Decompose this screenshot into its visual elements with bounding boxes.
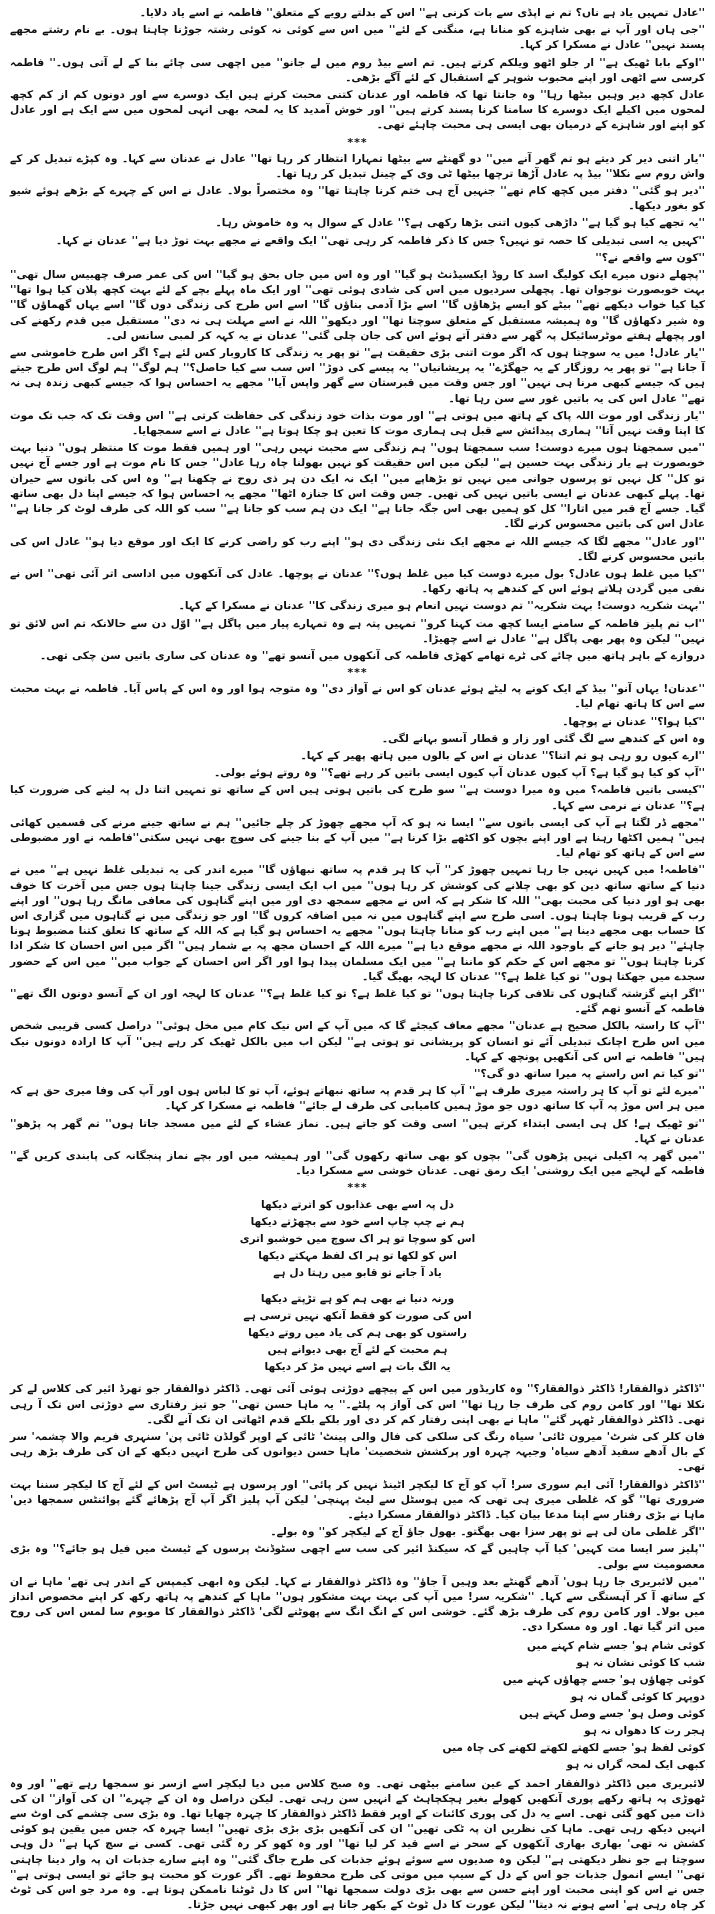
story-section-6 (10, 1777, 705, 1914)
paragraph: ''اگر غلطی مان لی ہے تو پھر سزا بھی بھگتو۔ بھول جاؤ آج کے لیکچر کو'' وہ بولے۔ (270, 1526, 705, 1539)
story-section-1 (10, 6, 705, 134)
paragraph: ''اور عادل'' مجھے لگا کہ جیسے اللہ نے مجھے ایک نئی زندگی دی ہو'' اپنے رب کو راضی کرنے کا ایک اور موقع دیا ہو'' عادل اس کی باتیں محسوس کرنے لگا۔ (10, 535, 705, 563)
paragraph: ''اگر اپنے گزشتہ گناہوں کی تلافی کرنا چاہتا ہوں'' تو کیا غلط ہے؟ تو کیا غلط ہے؟'' عدنان کا لہجہ اور ان کے آنسو دونوں الگ تھے'' فاطمہ کے آنسو تھم گئے۔ (10, 987, 705, 1016)
paragraph: ''ڈاکٹر ذوالفقار! ڈاکٹر ذوالفقار؟'' وہ کاریڈور میں اس کے پیچھے دوڑتی ہوئی آئی تھی۔ ڈاکٹر ذوالفقار جو تھرڈ ائیر کی کلاس لے کر نکلا تھا'' اور کامن روم کی طرف جا رہا تھا'' اس کی آواز پہ پلٹے۔'' یہ ماہا حسن تھی'' جو تیز رفتاری سے دوڑتی اس تک آ رہی تھی۔ ڈاکٹر ذوالفقار ٹھہر گئے'' ماہا نے بھی اپنی رفتار کم کر دی اور بلکے بلکے قدم اٹھاتی ان تک آنے لگی۔ (10, 1383, 705, 1426)
verse-line: کوئی وصل ہو' جسے وصل کہتے ہیں (519, 1707, 705, 1720)
paragraph: ''آپ کو کیا ہو گیا ہے؟ آپ کیوں عدنان آپ کیوں ایسی باتیں کر رہے تھے؟'' وہ روتے ہوئے بولی۔ (214, 767, 705, 780)
paragraph: ''کون سے واقعے نے؟'' (595, 251, 705, 264)
paragraph: ''کیا ہوا؟'' عدنان نے پوچھا۔ (562, 715, 705, 728)
poem-line: ہم نے چپ چاپ اسے خود سے بچھڑتے دیکھا (250, 1216, 465, 1229)
paragraph: ''میں سمجھتا ہوں میرے دوست! سب سمجھتا ہوں'' ہم زندگی سے محبت نہیں رہی'' اور ہمیں فقط موت کا منتظر ہوں'' دنیا بہت خوبصورت ہے یار زندگی بہت حسین ہے'' لیکن میں اس حقیقت کو نہیں بھولنا چاہ رہا عادل'' جس کا نام موت ہے اور جسے آج نہیں تو کل'' کل نہیں تو پرسوں جوانی میں نہیں تو بڑھاپے میں'' ایک نہ ایک دن ہر ذی روح نے چکھنا ہے'' وہ اس کی باتوں سے حیران تھا۔ پہلے کبھی عدنان نے ایسی باتیں نہیں کی تھیں۔ جس وقت اس کا جنازہ اٹھا'' مجھے یہ احساس ہوا کہ جیسے اپنا دل بھی ساتھ گیا۔ جسے آج قبر میں اتارا'' کل کو ہمیں بھی اس جگہ جانا ہے'' ایک دن ہم سب کو جانا ہے'' سب کو اللہ کی طرف لوٹ کر جانا ہے'' عادل اس کی باتیں محسوس کرنے لگا۔ (10, 442, 705, 531)
verse-line: کبھی ایک لمحہ گراں نہ ہو (566, 1758, 705, 1771)
verse-line: شب کا کوئی نشان نہ ہو (576, 1656, 705, 1669)
paragraph: ''مجھے ڈر لگتا ہے آپ کی ایسی باتوں سے'' ایسا نہ ہو کہ آپ مجھے چھوڑ کر چلے جائیں'' ہم نے ساتھ جینے مرنے کی قسمیں کھائی ہیں'' ہمیں اکٹھا رہنا ہے اور اپنے بچوں کو اکٹھے بڑا کرنا ہے'' میں آپ کے بنا جینے کی سوچ بھی نہیں سکتی''فاطمہ نے اور مضبوطی سے اس کے ہاتھ کو تھام لیا۔ (10, 816, 705, 860)
paragraph: وہ اس کے کندھے سے لگ گئی اور زار و قطار آنسو بہانے لگی۔ (381, 732, 705, 745)
paragraph: ''جی ہاں اور آپ نے بھی شاہزے کو منانا ہے، منگنی کے لئے'' میں اس سے کوئی نہ کوئی رشتہ جوڑنا چاہتا ہوں۔ بے نام رشتے مجھے پسند نہیں'' عادل نے مسکرا کر کہا۔ (10, 24, 705, 52)
paragraph: فان کلر کی شرٹ' میرون ٹائی' سیاہ رنگ کی سلکی کی فال والی پینٹ' ٹائی کے اوپر گولڈن ٹائی پن' سنہری فریم والا چشمہ' سر کے بال آدھے سفید آدھے سیاہ' وجیہہ چہرہ اور پرکشش شخصیت' ماہا حسن دیوانوں کی طرح انہیں دیکھ کے ان کی طرف بڑھ رہی تھی۔ (10, 1431, 705, 1474)
paragraph: ''میرے لئے تو آپ کا ہر راستہ میری طرف ہے'' آپ کا ہر قدم پہ ساتھ نبھاتے ہوئے، آپ تو کا لباس ہوں اور آپ کی وفا میری حق ہے کہ میں ہر اس موڑ پہ آپ کا ساتھ دوں جو موڑ ہمیں کامیابی کی طرف لے جائے'' فاطمہ نے مسکرا کر کہا۔ (10, 1085, 705, 1113)
paragraph: ''یہ تجھے کیا ہو گیا ہے'' داڑھی کیوں اتنی بڑھا رکھی ہے؟'' عادل کے سوال پہ وہ خاموش رہا۔ (215, 217, 705, 230)
verse-block (10, 1638, 705, 1774)
poem-line: اس کو سوچا تو ہر اک سوچ میں خوشبو اتری (239, 1233, 476, 1246)
paragraph: ''تو کیا تم اس راستے پہ میرا ساتھ دو گی؟'' (474, 1068, 705, 1080)
paragraph: ''یار عادل! میں یہ سوچتا ہوں کہ اگر موت اتنی بڑی حقیقت ہے'' تو پھر یہ زندگی کا کاروبار کس لئے ہے؟ اگر اس طرح خاموشی سے آ جانا ہے'' تو پھر یہ روزگار کے یہ جھگڑے'' یہ پریشانیاں'' یہ پیسے کی دوڑ'' اس سب سے کیا حاصل؟'' ہم لوگ'' ہم لوگ اس طرح جیتے ہیں کہ جیسے کبھی مرنا ہی نہیں'' اور جس وقت میں قبرستان سے گھر واپس آیا'' مجھے یہ احساس ہوا کہ جیسے کبھی زندہ ہی نہ تھے'' عادل اس کی یہ باتیں غور سے سن رہا تھا۔ (10, 347, 705, 405)
poem-line: یاد آ جانے تو قابو میں رہتا دل ہے (273, 1267, 442, 1280)
verse-line: کوئی شام ہو' جسے شام کہنے میں (527, 1639, 705, 1652)
paragraph: ''کہیں یہ اسی تبدیلی کا حصہ تو نہیں؟ جس کا ذکر فاطمہ کر رہی تھی'' ایک واقعے نے مجھے بہت توڑ دیا ہے'' عدنان نے کہا۔ (55, 234, 705, 247)
section-separator: *** (347, 1181, 368, 1195)
paragraph: ''اب تم پلیز فاطمہ کے سامنے ایسا کچھ مت کہنا کرو'' تمہیں پتہ ہے وہ تمہارے پیار میں پاگل ہے'' اوّل دن سے حالانکہ تم اس لائق تو نہیں'' لیکن وہ پھر بھی پاگل ہے'' عادل نے اسے چھیڑا۔ (10, 617, 705, 645)
paragraph: ''آپ کا راستہ بالکل صحیح ہے عدنان'' مجھے معاف کیجئے گا کہ میں آپ کے اس نیک کام میں مخل ہوئی'' دراصل کسی قریبی شخص میں اس طرح اچانک تبدیلی آئے تو انسان کو پریشانی تو ہوتی ہے'' لیکن اب میں بالکل ٹھیک کر رہے ہیں'' آپ کا ارادہ دونوں نیک ہیں'' فاطمہ نے اس کی آنکھیں پونچھ کے کہا۔ (10, 1020, 705, 1063)
paragraph: ''میں لائبریری جا رہا ہوں' آدھے گھنٹے بعد وہیں آ جاؤ'' وہ ڈاکٹر ذوالفقار نے کہا۔ لیکن وہ ابھی کیمپس کے اندر ہی تھے' ماہا نے ان کے ساتھ آ کر آہستگی سے کہا۔ ''شکریہ سر! میں آپ کی بہت بہت مشکور ہوں'' ماہا کے کندھے پہ ہاتھ رکھ کر اپنے مخصوص انداز میں بولا۔ اور کامن روم کی طرف بڑھ گئے۔ خوشی اس کے انگ انگ سے پھوٹنے لگی' ڈاکٹر ذوالفقار کا موبوم سا لمس اس کی روح میں اتر گیا تھا۔ اور وہ مسکرا دی۔ (10, 1575, 705, 1634)
paragraph: ''یار زندگی اور موت اللہ پاک کے ہاتھ میں ہوتی ہے'' اور موت بذات خود زندگی کی حفاظت کرتی ہے'' اس وقت تک کہ جب تک موت کا اپنا وقت نہیں آتا'' ہماری پیدائش سے قبل ہی ہماری موت کا تعین ہو چکا ہوتا ہے'' عادل نے اسے سمجھایا۔ (10, 409, 705, 438)
poem-line: راستوں کو بھی ہم کی یاد میں روتے دیکھا (248, 1327, 467, 1340)
poem-stanza-gap (228, 1282, 488, 1291)
poem-line: اس کی صورت کو فقط آنکھ نہیں ترسی ہے (243, 1310, 472, 1323)
story-section-2 (10, 152, 705, 598)
section-separator: *** (347, 666, 368, 680)
verse-line: کوئی لفظ ہو' جسے لکھتے لکھتے لکھنے کی چاہ میں (442, 1741, 705, 1754)
paragraph: ''پلیز سر ایسا مت کہیں' کیا آپ چاہیں گے کہ سیکنڈ ائیر کی سب سے اچھی سٹوڈنٹ پرسوں کے ٹیسٹ میں فیل ہو جائے؟'' وہ بڑی معصومیت سے بولی۔ (10, 1543, 705, 1571)
verse-line: دوپہر کا کوئی گماں نہ ہو (570, 1690, 705, 1703)
poem-line: ہم محبت کے لئے آج بھی دیوانے ہیں (267, 1344, 448, 1357)
paragraph: ''بہت شکریہ دوست! بہت شکریہ'' تم دوست نہیں انعام ہو میری زندگی کا'' عدنان نے مسکرا کے کہا۔ (178, 600, 705, 613)
paragraph: ''کیسی باتیں فاطمہ؟ میں وہ میرا دوست ہے'' سو طرح کی باتیں ہوتی ہیں اس کے ساتھ تو تمہیں اتنا دل پہ لینے کی ضرورت کیا ہے؟'' عدنان نے نرمی سے کہا۔ (10, 784, 705, 812)
paragraph: عادل کچھ دیر وہیں بیٹھا رہا'' وہ جانتا تھا کہ فاطمہ اور عدنان کتنی محبت کرتے ہیں ایک دوسرے سے اور دونوں کم از کم کچھ لمحوں میں اکیلے ایک دوسرے کا سامنا کرنا پسند کرتے ہیں'' اور خوش آمدید کا یہ لمحہ بھی انہی لمحوں میں سے ایک ہے اور عادل کو اپنے اور شاہزے کے درمیان بھی ایسی ہی محبت چاہئے تھی۔ (10, 89, 705, 132)
poem-line: اس کو لکھا تو ہر اک لفظ مہکتے دیکھا (258, 1250, 457, 1263)
poem-line: یہ الگ بات ہے اسے نہیں مڑ کر دیکھا (264, 1361, 451, 1374)
poem-line: ورنہ دنیا نے بھی ہم کو ہے تڑپتے دیکھا (260, 1293, 455, 1306)
paragraph: ''دیر ہو گئی'' دفتر میں کچھ کام تھے'' جنہیں آج ہی ختم کرنا چاہتا تھا'' وہ مختصراً بولا۔ عادل نے اس کے چہرے کے بڑھے ہوئے شیو کو بغور دیکھا۔ (10, 185, 705, 213)
paragraph: ''ارے کیوں رو رہی ہو تم اتنا؟'' عدنان نے اس کے بالوں میں ہاتھ پھیر کے کہا۔ (300, 749, 705, 762)
paragraph: دروازے کے باہر ہاتھ میں چائے کی ٹرے تھامے کھڑی فاطمہ کی آنکھوں میں آنسو تھے'' وہ عدنان کی ساری باتیں سن چکی تھی۔ (39, 649, 705, 662)
poem-line: دل پہ اسے بھی عذابوں کو اترتے دیکھا (261, 1199, 454, 1212)
section-separator: *** (347, 135, 368, 149)
paragraph: ''کیا میں غلط ہوں عادل؟ بول میرے دوست کیا میں غلط ہوں؟'' عدنان نے پوچھا۔ عادل کی آنکھوں میں اداسی اتر آئی تھی'' اس نے نفی میں گردن ہلاتے ہوئے اس کے کندھے پہ ہاتھ رکھا۔ (10, 567, 705, 596)
story-section-4 (10, 682, 705, 1179)
verse-line: کوئی چھاؤں ہو' جسے چھاؤں کہنے میں (502, 1673, 705, 1686)
story-section-5 (10, 1382, 705, 1773)
verse-line: ہجر رت کا دھواں نہ ہو (584, 1724, 705, 1737)
paragraph: ''میں گھر پہ اکیلی نہیں پڑھوں گی'' بچوں کو بھی ساتھ رکھوں گی'' اور ہمیشہ میں اور بچے نماز پنجگانہ کی پابندی کریں گے'' فاطمہ کے لہجے میں ایک روشنی' ایک رمق تھی۔ عدنان خوشی سے مسکرا دیا۔ (10, 1150, 705, 1178)
poem-block (228, 1197, 488, 1376)
paragraph: ''عدنان! یہاں آنو'' بیڈ کے ایک کونے پہ لیٹے ہوئے عدنان کو اس نے آواز دی'' وہ متوجہ ہوا اور وہ اس کے پاس آیا۔ فاطمہ نے بہت محبت سے اس کا ہاتھ تھام لیا۔ (10, 683, 705, 711)
paragraph: ''یار اتنی دیر کر دیتے ہو تم گھر آنے میں'' دو گھنٹے سے بیٹھا تمہارا انتظار کر رہا تھا'' عادل نے عدنان سے کہا۔ وہ کپڑے تبدیل کر کے واش روم سے نکلا'' بیڈ پہ عادل آڑھا ترچھا بیٹھا ٹی وی کے چینل تبدیل کر رہا تھا۔ (10, 152, 705, 180)
paragraph: ''تو ٹھیک ہے! کل ہی ایسی ابتداء کرتے ہیں'' اسی وقت کو جاتے ہیں۔ نماز عشاء کے لئے میں مسجد جاتا ہوں'' تم گھر پہ پڑھو'' عدنان نے کہا۔ (10, 1117, 705, 1145)
paragraph: لائبریری میں ڈاکٹر ذوالفقار احمد کے عین سامنے بیٹھی تھی۔ وہ صبح کلاس میں دیا لیکچر اسے ازسر نو سمجھا رہے تھے'' اور وہ ٹھوڑی پہ ہاتھ رکھے پوری آنکھیں کھولے بغیر ہچکچاہٹ کے انہیں سن رہی تھی۔ لیکن دراصل وہ ان کے چہرے'' ان کی آواز'' ان کی ذات میں کھو گئی تھی۔ اسے یہ دل کی پوری کائنات کے اوپر فقط ڈاکٹر ذوالفقار کا چہرہ چھایا تھا۔ وہ بڑی سی چشمے کی اوٹ سے انہیں دیکھ رہی تھی۔ ماہا کی نظریں ان پہ ٹکی تھیں'' ان کی آنکھیں بڑی بڑی بڑی تھیں'' ایسا چہرہ کہ جس میں یقین ہو کوئی کشش نہ تھی' بھاری بھاری آنکھوں کے سحر نے اسے قید کر لیا تھا'' اور وہ کھو کر رہ گئی تھی۔ کسی نے سچ کہا ہے'' دل وہی سوچتا ہے جو نظر دیکھتی ہے'' لیکن وہ صدیوں سے سوئے ہوئے جذبات کی طرح جاگ گئی'' وہ اپنے سارے جذبات ان پہ وار دینا چاہتی تھی'' ایسے انمول جذبات جو اس کے دل کے سیپ میں موتی کی طرح محفوظ تھے۔ اگر عورت کو محبت ہو جائے تو ایسی ہوتی ہے'' جس نے اس کو اپنی محبت اور اپنے حسن سے بھی بڑی دولت سمجھا تھا'' اس کا دل ٹوٹنا ناممکن ہوتا ہے۔ وہ مرد جو اس کی ٹوٹ کر چاہ رہی ہے' اسے ہونے نہ دیتا'' لیکن عورت کا دل ٹوٹ کے بکھر جاتا ہے اور پھر کبھی نہیں جڑتا۔ (10, 1777, 705, 1912)
paragraph: ''عادل تمہیں یاد ہے ناں؟ تم نے اپڈی سے بات کرنی ہے'' اس کے بدلتے رویے کے متعلق'' فاطمہ نے اسے یاد دلایا۔ (139, 7, 705, 19)
paragraph: ''پچھلے دنوں میرے ایک کولیگ اسد کا روڈ ایکسیڈنٹ ہو گیا'' اور وہ اس میں جاں بحق ہو گیا'' اس کی عمر صرف چھبیس سال تھی'' بہت خوبصورت نوجوان تھا۔ پچھلی سردیوں میں اس کی شادی ہوئی تھی'' اور ایک ماہ پہلے بچے کے لئے بہت کچھ پلان کیا ہوا تھا'' کیا کیا خواب دیکھے تھے'' بیٹے کو ایسے پڑھاؤں گا'' اسے بڑا آدمی بناؤں گا'' اسے اس طرح کی زندگی دوں گا'' اسے یہاں گھماؤں گا'' وہ شیر دکھاؤں گا'' وہ ہمیشہ مستقبل کے متعلق سوچتا تھا'' اور دیکھو'' اللہ نے اسے مہلت ہی نہ دی'' مستقبل میں قدم رکھنے کی اور پچھلے ہفتے موٹرسائیکل پہ گھر سے دفتر آتے ہوئے اس کی جان چلی گئی'' عدنان نے یہ کہہ کر لمبی سانس لی۔ (10, 269, 705, 342)
paragraph: ''ڈاکٹر ذوالفقار! آئی ایم سوری سر! آپ کو آج کا لیکچر اٹینڈ نہیں کر پائی'' اور پرسوں ہے ٹیسٹ اس کے لئے آج کا لیکچر سننا بہت ضروری تھا'' گو کہ غلطی میری ہی تھی کہ میں ہوسٹل سے لیٹ پہنچی' لیکن آپ پلیز اگر آپ آج پڑھائے گئے پوائنٹس سمجھا دیں' ماہا نے بڑی رفتار سے اپنا مدعا بیان کیا۔ ڈاکٹر ذوالفقار مسکرا دیئے۔ (10, 1478, 705, 1522)
story-section-3 (10, 599, 705, 664)
paragraph: ''اوکے بابا ٹھیک ہے'' ار جلو اٹھو ویلکم کرتے ہیں۔ تم اسے بیڈ روم میں لے جانو'' میں اچھی سی چائے بنا کے لے آتی ہوں۔'' فاطمہ کرسی سے اٹھی اور اپنے محبوب شوہر کے استقبال کے لئے آگے بڑھی۔ (10, 56, 705, 84)
paragraph: ''فاطمہ! میں کہیں نہیں جا رہا تمہیں چھوڑ کر'' آپ کا ہر قدم پہ ساتھ نبھاؤں گا'' میرے اندر کی یہ تبدیلی غلط نہیں ہے'' میں نے دنیا کے ساتھ ساتھ دین کو بھی چلانے کی کوشش کر رہا ہوں'' میں اب ایک ایسی زندگی جینا چاہتا ہوں جس میں آخرت کا خوف بھی ہو اور دنیا کی محبت بھی'' اللہ کا شکر ہے کہ اس نے مجھے سمجھ دی اور میں اپنے گناہوں کی معافی مانگ رہا ہوں'' اور اپنے رب کے قریب ہونا چاہتا ہوں۔ اسی طرح سے اپنے گناہوں میں نہ میں اضافہ کروں گا'' اور جو زندگی میں نے گناہوں میں گزاری اس کا حساب بھی مجھے دینا ہے'' میں اپنے رب کو منانا چاہتا ہوں'' مجھے یہ احساس ہو گیا ہے کہ اللہ کے ساتھ کا تعلق کتنا مضبوط ہونا چاہئے'' دیر ہو جانے کے باوجود اللہ نے مجھے موقع دیا ہے'' میرے اللہ کے احسان مجھ پہ بے شمار ہیں'' اگر میں اس احسان کا شکر ادا کرنا چاہتا ہوں'' تو مجھے اس کے حکم کو ماننا ہے'' میں ایک مسلمان پیدا ہوا اور اگر اس احسان کے جواب میں'' میں اس کے حضور سجدے میں جھکتا ہوں'' تو کیا غلط ہے؟'' عدنان کا لہجہ بھیگ گیا۔ (10, 864, 705, 983)
